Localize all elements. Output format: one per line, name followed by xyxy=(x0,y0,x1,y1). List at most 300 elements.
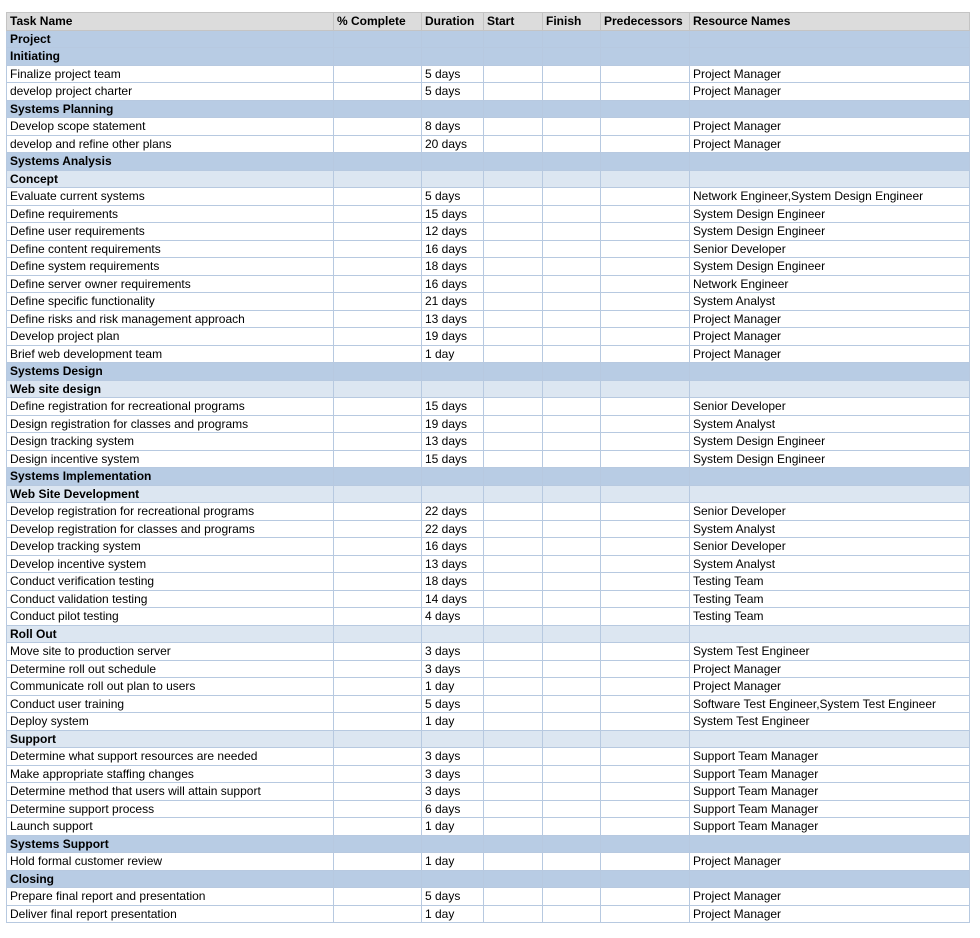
task-name-cell[interactable]: Design tracking system xyxy=(7,433,334,451)
summary-row[interactable] xyxy=(7,835,970,853)
predecessors-cell[interactable] xyxy=(601,135,690,153)
finish-cell[interactable] xyxy=(543,153,601,171)
predecessors-cell[interactable] xyxy=(601,835,690,853)
predecessors-cell[interactable] xyxy=(601,538,690,556)
duration-cell[interactable] xyxy=(422,835,484,853)
task-name-cell[interactable]: Roll Out xyxy=(7,625,334,643)
resource-names-cell[interactable]: Project Manager xyxy=(690,328,970,346)
finish-cell[interactable] xyxy=(543,170,601,188)
duration-cell[interactable]: 3 days xyxy=(422,643,484,661)
predecessors-cell[interactable] xyxy=(601,170,690,188)
predecessors-cell[interactable] xyxy=(601,240,690,258)
task-name-cell[interactable]: Web Site Development xyxy=(7,485,334,503)
percent-complete-cell[interactable] xyxy=(334,608,422,626)
predecessors-cell[interactable] xyxy=(601,905,690,923)
duration-cell[interactable] xyxy=(422,870,484,888)
task-name-cell[interactable]: Develop scope statement xyxy=(7,118,334,136)
task-name-cell[interactable]: Deliver final report presentation xyxy=(7,905,334,923)
summary-row[interactable] xyxy=(7,625,970,643)
duration-cell[interactable]: 16 days xyxy=(422,538,484,556)
percent-complete-cell[interactable] xyxy=(334,905,422,923)
duration-cell[interactable]: 18 days xyxy=(422,258,484,276)
summary-row[interactable] xyxy=(7,485,970,503)
predecessors-cell[interactable] xyxy=(601,503,690,521)
duration-cell[interactable]: 15 days xyxy=(422,205,484,223)
percent-complete-cell[interactable] xyxy=(334,223,422,241)
task-name-cell[interactable]: Evaluate current systems xyxy=(7,188,334,206)
start-cell[interactable] xyxy=(484,380,543,398)
start-cell[interactable] xyxy=(484,503,543,521)
predecessors-cell[interactable] xyxy=(601,118,690,136)
resource-names-cell[interactable]: System Analyst xyxy=(690,520,970,538)
task-name-cell[interactable]: Define server owner requirements xyxy=(7,275,334,293)
predecessors-cell[interactable] xyxy=(601,748,690,766)
resource-names-cell[interactable] xyxy=(690,835,970,853)
finish-cell[interactable] xyxy=(543,363,601,381)
duration-cell[interactable]: 3 days xyxy=(422,783,484,801)
task-name-cell[interactable]: develop project charter xyxy=(7,83,334,101)
task-row[interactable] xyxy=(7,800,970,818)
task-name-cell[interactable]: Systems Design xyxy=(7,363,334,381)
start-cell[interactable] xyxy=(484,48,543,66)
resource-names-cell[interactable]: Senior Developer xyxy=(690,240,970,258)
resource-names-cell[interactable]: Project Manager xyxy=(690,660,970,678)
duration-cell[interactable] xyxy=(422,730,484,748)
resource-names-cell[interactable]: Support Team Manager xyxy=(690,748,970,766)
finish-cell[interactable] xyxy=(543,643,601,661)
predecessors-cell[interactable] xyxy=(601,853,690,871)
duration-cell[interactable]: 22 days xyxy=(422,503,484,521)
finish-cell[interactable] xyxy=(543,783,601,801)
resource-names-cell[interactable]: System Test Engineer xyxy=(690,643,970,661)
start-cell[interactable] xyxy=(484,328,543,346)
duration-cell[interactable] xyxy=(422,363,484,381)
task-row[interactable] xyxy=(7,83,970,101)
task-row[interactable] xyxy=(7,765,970,783)
duration-cell[interactable]: 16 days xyxy=(422,240,484,258)
task-name-cell[interactable]: Develop registration for recreational programs xyxy=(7,503,334,521)
percent-complete-cell[interactable] xyxy=(334,643,422,661)
task-row[interactable] xyxy=(7,118,970,136)
task-name-cell[interactable]: develop and refine other plans xyxy=(7,135,334,153)
finish-cell[interactable] xyxy=(543,503,601,521)
duration-cell[interactable] xyxy=(422,485,484,503)
start-cell[interactable] xyxy=(484,310,543,328)
summary-row[interactable] xyxy=(7,730,970,748)
col-header-resource-names[interactable]: Resource Names xyxy=(690,13,970,31)
start-cell[interactable] xyxy=(484,730,543,748)
percent-complete-cell[interactable] xyxy=(334,870,422,888)
start-cell[interactable] xyxy=(484,205,543,223)
finish-cell[interactable] xyxy=(543,660,601,678)
task-name-cell[interactable]: Prepare final report and presentation xyxy=(7,888,334,906)
task-name-cell[interactable]: Deploy system xyxy=(7,713,334,731)
task-name-cell[interactable]: Systems Implementation xyxy=(7,468,334,486)
resource-names-cell[interactable]: Support Team Manager xyxy=(690,818,970,836)
finish-cell[interactable] xyxy=(543,48,601,66)
start-cell[interactable] xyxy=(484,783,543,801)
predecessors-cell[interactable] xyxy=(601,713,690,731)
percent-complete-cell[interactable] xyxy=(334,205,422,223)
start-cell[interactable] xyxy=(484,643,543,661)
task-name-cell[interactable]: Define content requirements xyxy=(7,240,334,258)
resource-names-cell[interactable]: Software Test Engineer,System Test Engineer xyxy=(690,695,970,713)
resource-names-cell[interactable]: Project Manager xyxy=(690,310,970,328)
resource-names-cell[interactable]: Testing Team xyxy=(690,573,970,591)
summary-row[interactable] xyxy=(7,870,970,888)
predecessors-cell[interactable] xyxy=(601,870,690,888)
start-cell[interactable] xyxy=(484,293,543,311)
predecessors-cell[interactable] xyxy=(601,678,690,696)
summary-row[interactable] xyxy=(7,468,970,486)
start-cell[interactable] xyxy=(484,363,543,381)
resource-names-cell[interactable] xyxy=(690,48,970,66)
task-row[interactable] xyxy=(7,223,970,241)
resource-names-cell[interactable] xyxy=(690,380,970,398)
start-cell[interactable] xyxy=(484,695,543,713)
finish-cell[interactable] xyxy=(543,223,601,241)
start-cell[interactable] xyxy=(484,590,543,608)
percent-complete-cell[interactable] xyxy=(334,818,422,836)
predecessors-cell[interactable] xyxy=(601,275,690,293)
resource-names-cell[interactable] xyxy=(690,468,970,486)
task-name-cell[interactable]: Project xyxy=(7,30,334,48)
duration-cell[interactable] xyxy=(422,153,484,171)
resource-names-cell[interactable]: Project Manager xyxy=(690,118,970,136)
finish-cell[interactable] xyxy=(543,713,601,731)
finish-cell[interactable] xyxy=(543,450,601,468)
duration-cell[interactable]: 1 day xyxy=(422,678,484,696)
resource-names-cell[interactable]: Project Manager xyxy=(690,678,970,696)
duration-cell[interactable]: 13 days xyxy=(422,310,484,328)
task-name-cell[interactable]: Conduct user training xyxy=(7,695,334,713)
percent-complete-cell[interactable] xyxy=(334,783,422,801)
finish-cell[interactable] xyxy=(543,118,601,136)
start-cell[interactable] xyxy=(484,258,543,276)
percent-complete-cell[interactable] xyxy=(334,100,422,118)
resource-names-cell[interactable]: Support Team Manager xyxy=(690,783,970,801)
finish-cell[interactable] xyxy=(543,275,601,293)
predecessors-cell[interactable] xyxy=(601,328,690,346)
duration-cell[interactable]: 5 days xyxy=(422,83,484,101)
task-name-cell[interactable]: Make appropriate staffing changes xyxy=(7,765,334,783)
finish-cell[interactable] xyxy=(543,485,601,503)
resource-names-cell[interactable]: Project Manager xyxy=(690,888,970,906)
task-row[interactable] xyxy=(7,345,970,363)
resource-names-cell[interactable]: Testing Team xyxy=(690,590,970,608)
duration-cell[interactable]: 19 days xyxy=(422,415,484,433)
predecessors-cell[interactable] xyxy=(601,363,690,381)
percent-complete-cell[interactable] xyxy=(334,503,422,521)
start-cell[interactable] xyxy=(484,870,543,888)
start-cell[interactable] xyxy=(484,240,543,258)
resource-names-cell[interactable] xyxy=(690,625,970,643)
duration-cell[interactable]: 1 day xyxy=(422,713,484,731)
finish-cell[interactable] xyxy=(543,345,601,363)
percent-complete-cell[interactable] xyxy=(334,678,422,696)
finish-cell[interactable] xyxy=(543,258,601,276)
task-name-cell[interactable]: Define user requirements xyxy=(7,223,334,241)
task-name-cell[interactable]: Initiating xyxy=(7,48,334,66)
finish-cell[interactable] xyxy=(543,100,601,118)
task-row[interactable] xyxy=(7,135,970,153)
duration-cell[interactable]: 6 days xyxy=(422,800,484,818)
summary-row[interactable] xyxy=(7,153,970,171)
duration-cell[interactable]: 4 days xyxy=(422,608,484,626)
predecessors-cell[interactable] xyxy=(601,573,690,591)
percent-complete-cell[interactable] xyxy=(334,433,422,451)
task-row[interactable] xyxy=(7,398,970,416)
start-cell[interactable] xyxy=(484,555,543,573)
duration-cell[interactable]: 14 days xyxy=(422,590,484,608)
task-name-cell[interactable]: Design incentive system xyxy=(7,450,334,468)
resource-names-cell[interactable]: System Test Engineer xyxy=(690,713,970,731)
predecessors-cell[interactable] xyxy=(601,293,690,311)
resource-names-cell[interactable] xyxy=(690,100,970,118)
start-cell[interactable] xyxy=(484,188,543,206)
finish-cell[interactable] xyxy=(543,870,601,888)
finish-cell[interactable] xyxy=(543,590,601,608)
percent-complete-cell[interactable] xyxy=(334,135,422,153)
percent-complete-cell[interactable] xyxy=(334,398,422,416)
percent-complete-cell[interactable] xyxy=(334,293,422,311)
task-row[interactable] xyxy=(7,643,970,661)
predecessors-cell[interactable] xyxy=(601,643,690,661)
task-row[interactable] xyxy=(7,695,970,713)
task-row[interactable] xyxy=(7,608,970,626)
percent-complete-cell[interactable] xyxy=(334,748,422,766)
start-cell[interactable] xyxy=(484,170,543,188)
resource-names-cell[interactable]: Support Team Manager xyxy=(690,800,970,818)
resource-names-cell[interactable] xyxy=(690,363,970,381)
duration-cell[interactable]: 1 day xyxy=(422,345,484,363)
resource-names-cell[interactable]: System Design Engineer xyxy=(690,433,970,451)
percent-complete-cell[interactable] xyxy=(334,625,422,643)
finish-cell[interactable] xyxy=(543,538,601,556)
col-header-percent-complete[interactable]: % Complete xyxy=(334,13,422,31)
task-row[interactable] xyxy=(7,433,970,451)
summary-row[interactable] xyxy=(7,363,970,381)
finish-cell[interactable] xyxy=(543,83,601,101)
start-cell[interactable] xyxy=(484,30,543,48)
resource-names-cell[interactable] xyxy=(690,485,970,503)
start-cell[interactable] xyxy=(484,608,543,626)
start-cell[interactable] xyxy=(484,433,543,451)
percent-complete-cell[interactable] xyxy=(334,573,422,591)
percent-complete-cell[interactable] xyxy=(334,835,422,853)
finish-cell[interactable] xyxy=(543,188,601,206)
resource-names-cell[interactable]: System Design Engineer xyxy=(690,258,970,276)
col-header-predecessors[interactable]: Predecessors xyxy=(601,13,690,31)
summary-row[interactable] xyxy=(7,100,970,118)
start-cell[interactable] xyxy=(484,538,543,556)
task-row[interactable] xyxy=(7,853,970,871)
finish-cell[interactable] xyxy=(543,310,601,328)
percent-complete-cell[interactable] xyxy=(334,258,422,276)
resource-names-cell[interactable]: Project Manager xyxy=(690,65,970,83)
task-name-cell[interactable]: Develop registration for classes and programs xyxy=(7,520,334,538)
start-cell[interactable] xyxy=(484,118,543,136)
percent-complete-cell[interactable] xyxy=(334,170,422,188)
start-cell[interactable] xyxy=(484,345,543,363)
percent-complete-cell[interactable] xyxy=(334,275,422,293)
task-row[interactable] xyxy=(7,818,970,836)
percent-complete-cell[interactable] xyxy=(334,853,422,871)
predecessors-cell[interactable] xyxy=(601,695,690,713)
task-name-cell[interactable]: Define registration for recreational programs xyxy=(7,398,334,416)
start-cell[interactable] xyxy=(484,625,543,643)
task-row[interactable] xyxy=(7,783,970,801)
start-cell[interactable] xyxy=(484,573,543,591)
task-name-cell[interactable]: Conduct validation testing xyxy=(7,590,334,608)
summary-row[interactable] xyxy=(7,30,970,48)
task-row[interactable] xyxy=(7,748,970,766)
duration-cell[interactable]: 5 days xyxy=(422,188,484,206)
predecessors-cell[interactable] xyxy=(601,188,690,206)
resource-names-cell[interactable]: Senior Developer xyxy=(690,503,970,521)
finish-cell[interactable] xyxy=(543,328,601,346)
predecessors-cell[interactable] xyxy=(601,485,690,503)
predecessors-cell[interactable] xyxy=(601,765,690,783)
finish-cell[interactable] xyxy=(543,765,601,783)
duration-cell[interactable]: 12 days xyxy=(422,223,484,241)
task-row[interactable] xyxy=(7,293,970,311)
percent-complete-cell[interactable] xyxy=(334,468,422,486)
task-row[interactable] xyxy=(7,538,970,556)
task-row[interactable] xyxy=(7,205,970,223)
resource-names-cell[interactable] xyxy=(690,870,970,888)
duration-cell[interactable]: 20 days xyxy=(422,135,484,153)
task-name-cell[interactable]: Determine what support resources are needed xyxy=(7,748,334,766)
duration-cell[interactable]: 5 days xyxy=(422,65,484,83)
predecessors-cell[interactable] xyxy=(601,520,690,538)
resource-names-cell[interactable]: Project Manager xyxy=(690,135,970,153)
percent-complete-cell[interactable] xyxy=(334,555,422,573)
duration-cell[interactable]: 13 days xyxy=(422,555,484,573)
start-cell[interactable] xyxy=(484,713,543,731)
predecessors-cell[interactable] xyxy=(601,345,690,363)
resource-names-cell[interactable]: Support Team Manager xyxy=(690,765,970,783)
percent-complete-cell[interactable] xyxy=(334,310,422,328)
start-cell[interactable] xyxy=(484,398,543,416)
percent-complete-cell[interactable] xyxy=(334,800,422,818)
percent-complete-cell[interactable] xyxy=(334,380,422,398)
task-row[interactable] xyxy=(7,905,970,923)
duration-cell[interactable]: 13 days xyxy=(422,433,484,451)
predecessors-cell[interactable] xyxy=(601,415,690,433)
task-row[interactable] xyxy=(7,240,970,258)
duration-cell[interactable]: 5 days xyxy=(422,695,484,713)
start-cell[interactable] xyxy=(484,450,543,468)
task-name-cell[interactable]: Determine roll out schedule xyxy=(7,660,334,678)
task-name-cell[interactable]: Communicate roll out plan to users xyxy=(7,678,334,696)
task-name-cell[interactable]: Determine support process xyxy=(7,800,334,818)
task-row[interactable] xyxy=(7,415,970,433)
start-cell[interactable] xyxy=(484,520,543,538)
duration-cell[interactable] xyxy=(422,468,484,486)
task-name-cell[interactable]: Define specific functionality xyxy=(7,293,334,311)
percent-complete-cell[interactable] xyxy=(334,590,422,608)
col-header-finish[interactable]: Finish xyxy=(543,13,601,31)
task-row[interactable] xyxy=(7,713,970,731)
duration-cell[interactable]: 1 day xyxy=(422,818,484,836)
duration-cell[interactable] xyxy=(422,170,484,188)
resource-names-cell[interactable] xyxy=(690,170,970,188)
finish-cell[interactable] xyxy=(543,30,601,48)
resource-names-cell[interactable]: Project Manager xyxy=(690,83,970,101)
task-name-cell[interactable]: Move site to production server xyxy=(7,643,334,661)
start-cell[interactable] xyxy=(484,888,543,906)
task-row[interactable] xyxy=(7,258,970,276)
resource-names-cell[interactable]: System Analyst xyxy=(690,415,970,433)
duration-cell[interactable]: 19 days xyxy=(422,328,484,346)
summary-row[interactable] xyxy=(7,48,970,66)
task-name-cell[interactable]: Design registration for classes and programs xyxy=(7,415,334,433)
resource-names-cell[interactable]: Senior Developer xyxy=(690,538,970,556)
predecessors-cell[interactable] xyxy=(601,48,690,66)
duration-cell[interactable]: 1 day xyxy=(422,905,484,923)
task-name-cell[interactable]: Define system requirements xyxy=(7,258,334,276)
finish-cell[interactable] xyxy=(543,888,601,906)
resource-names-cell[interactable]: System Analyst xyxy=(690,293,970,311)
finish-cell[interactable] xyxy=(543,135,601,153)
summary-row[interactable] xyxy=(7,380,970,398)
task-name-cell[interactable]: Hold formal customer review xyxy=(7,853,334,871)
duration-cell[interactable]: 5 days xyxy=(422,888,484,906)
percent-complete-cell[interactable] xyxy=(334,660,422,678)
resource-names-cell[interactable]: System Design Engineer xyxy=(690,223,970,241)
task-name-cell[interactable]: Develop tracking system xyxy=(7,538,334,556)
task-row[interactable] xyxy=(7,520,970,538)
col-header-start[interactable]: Start xyxy=(484,13,543,31)
finish-cell[interactable] xyxy=(543,835,601,853)
predecessors-cell[interactable] xyxy=(601,433,690,451)
duration-cell[interactable] xyxy=(422,380,484,398)
finish-cell[interactable] xyxy=(543,573,601,591)
task-name-cell[interactable]: Define risks and risk management approach xyxy=(7,310,334,328)
duration-cell[interactable] xyxy=(422,30,484,48)
finish-cell[interactable] xyxy=(543,678,601,696)
duration-cell[interactable]: 22 days xyxy=(422,520,484,538)
task-row[interactable] xyxy=(7,65,970,83)
task-row[interactable] xyxy=(7,275,970,293)
task-row[interactable] xyxy=(7,590,970,608)
finish-cell[interactable] xyxy=(543,205,601,223)
duration-cell[interactable]: 15 days xyxy=(422,398,484,416)
resource-names-cell[interactable]: Project Manager xyxy=(690,853,970,871)
resource-names-cell[interactable]: Network Engineer,System Design Engineer xyxy=(690,188,970,206)
predecessors-cell[interactable] xyxy=(601,608,690,626)
percent-complete-cell[interactable] xyxy=(334,240,422,258)
resource-names-cell[interactable]: Senior Developer xyxy=(690,398,970,416)
predecessors-cell[interactable] xyxy=(601,205,690,223)
percent-complete-cell[interactable] xyxy=(334,888,422,906)
predecessors-cell[interactable] xyxy=(601,65,690,83)
finish-cell[interactable] xyxy=(543,695,601,713)
percent-complete-cell[interactable] xyxy=(334,83,422,101)
finish-cell[interactable] xyxy=(543,800,601,818)
predecessors-cell[interactable] xyxy=(601,258,690,276)
predecessors-cell[interactable] xyxy=(601,398,690,416)
task-name-cell[interactable]: Launch support xyxy=(7,818,334,836)
percent-complete-cell[interactable] xyxy=(334,363,422,381)
start-cell[interactable] xyxy=(484,415,543,433)
resource-names-cell[interactable]: System Analyst xyxy=(690,555,970,573)
finish-cell[interactable] xyxy=(543,293,601,311)
finish-cell[interactable] xyxy=(543,415,601,433)
duration-cell[interactable]: 8 days xyxy=(422,118,484,136)
start-cell[interactable] xyxy=(484,468,543,486)
